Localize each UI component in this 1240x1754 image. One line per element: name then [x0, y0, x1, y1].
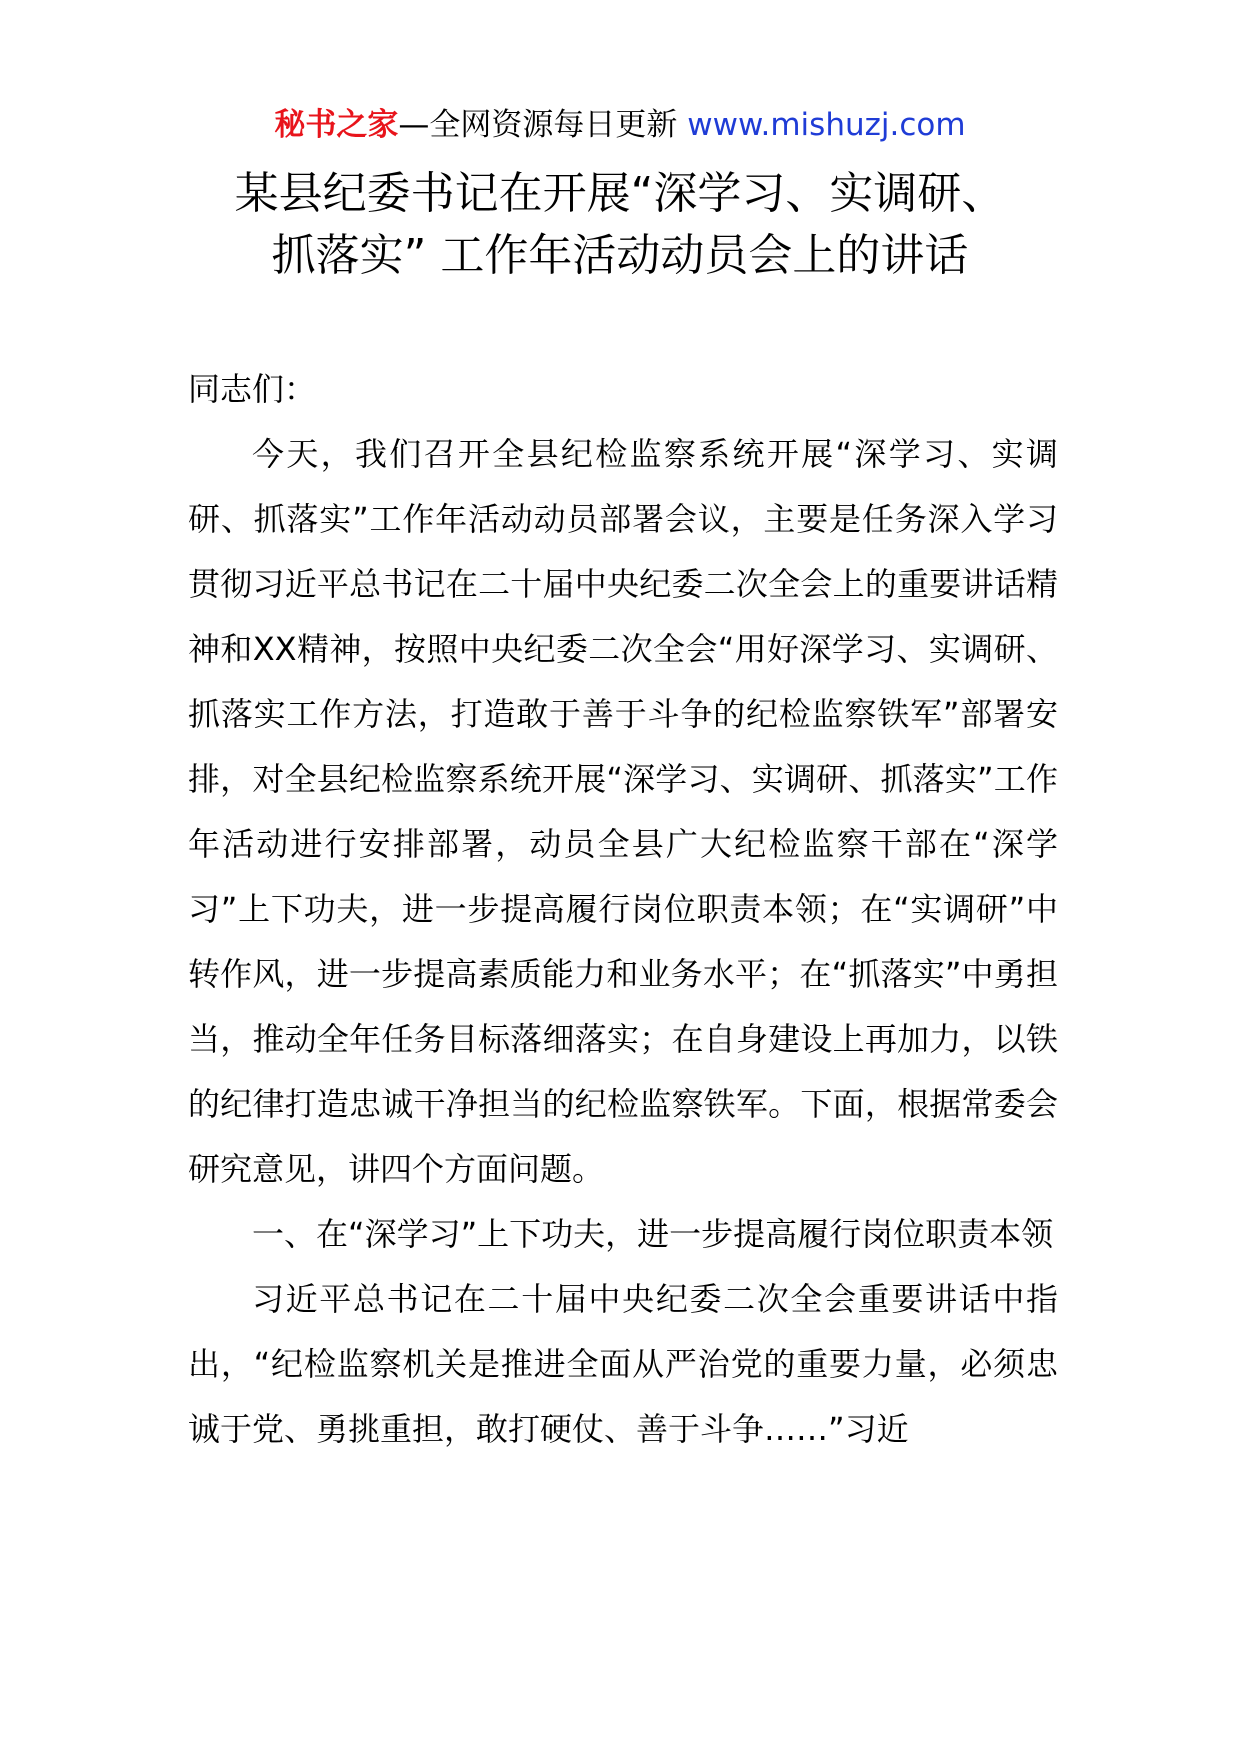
section-paragraph: 习近平总书记在二十届中央纪委二次全会重要讲话中指出，“纪检监察机关是推进全面从严治党的重要力量，必须忠诚于党、勇挑重担，敢打硬仗、善于斗争……”习近 [188, 1280, 1058, 1448]
title-line-2: 抓落实” 工作年活动动员会上的讲话 [271, 230, 969, 281]
salutation: 同志们： [188, 370, 317, 408]
intro-paragraph: 今天，我们召开全县纪检监察系统开展“深学习、实调研、抓落实”工作年活动动员部署会议，主要是任务深入学习贯彻习近平总书记在二十届中央纪委二次全会上的重要讲话精神和XX精神，按照中央纪委二次全会“用好深学习、实调研、抓落实工作方法，打造敢于善于斗争的纪检监察铁军”部署安排，对全县纪检监察系统开展“深学习、实调研、抓落实”工作年活动进行安排部署，动员全县广大纪检监察干部在“深学习”上下功夫，进一步提高履行岗位职责本领；在“实调研”中转作风，进一步提高素质能力和业务水平；在“抓落实”中勇担当，推动全年任务目标落细落实；在自身建设上再加力，以铁的纪律打造忠诚干净担当的纪检监察铁军。下面，根据常委会研究意见，讲四个方面问题。 [188, 435, 1058, 1188]
watermark-header [0, 103, 1240, 147]
brand-name: 秘书之家 [274, 107, 399, 143]
document-title [120, 163, 1120, 287]
brand-slogan: —全网资源每日更新 [398, 107, 678, 143]
site-url[interactable]: www.mishuzj.com [687, 107, 966, 143]
section-heading: 一、在“深学习”上下功夫，进一步提高履行岗位职责本领 [252, 1215, 1054, 1253]
title-line-1: 某县纪委书记在开展“深学习、实调研、 [234, 168, 1006, 219]
document-body [188, 357, 1058, 1462]
